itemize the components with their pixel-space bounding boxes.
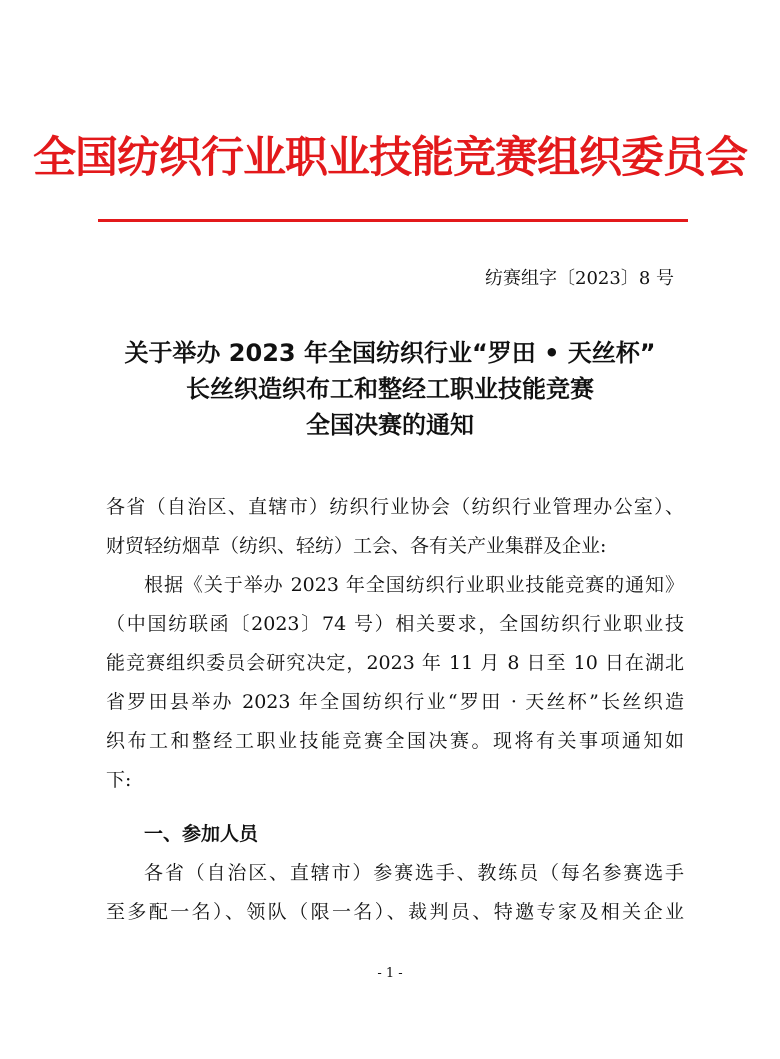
section-heading-participants: 一、参加人员 — [144, 823, 259, 845]
paragraph-line: 至多配一名）、领队（限一名）、裁判员、特邀专家及相关企业 — [106, 901, 684, 923]
header-red-rule — [98, 219, 688, 222]
recipients-line-1: 各省（自治区、直辖市）纺织行业协会（纺织行业管理办公室）、 — [106, 496, 684, 518]
document-number: 纺赛组字〔2023〕8 号 — [485, 268, 674, 289]
paragraph-line: 省罗田县举办 2023 年全国纺织行业“罗田 · 天丝杯”长丝织造 — [106, 691, 684, 713]
recipients-line-2: 财贸轻纺烟草（纺织、轻纺）工会、各有关产业集群及企业: — [106, 535, 607, 557]
page-number: - 1 - — [377, 966, 403, 981]
paragraph-line: 能竞赛组织委员会研究决定，2023 年 11 月 8 日至 10 日在湖北 — [106, 652, 684, 674]
issuer-title: 全国纺织行业职业技能竞赛组织委员会 — [33, 133, 747, 183]
notice-title-line-2: 长丝织造织布工和整经工职业技能竞赛 — [186, 375, 594, 403]
paragraph-line: 根据《关于举办 2023 年全国纺织行业职业技能竞赛的通知》 — [144, 574, 684, 596]
paragraph-line: 下: — [106, 769, 132, 791]
paragraph-line: （中国纺联函〔2023〕74 号）相关要求，全国纺织行业职业技 — [106, 613, 684, 635]
notice-title-line-1: 关于举办 2023 年全国纺织行业“罗田 • 天丝杯” — [124, 339, 656, 367]
paragraph-line: 织布工和整经工职业技能竞赛全国决赛。现将有关事项通知如 — [106, 730, 684, 752]
notice-title-line-3: 全国决赛的通知 — [306, 411, 474, 439]
paragraph-line: 各省（自治区、直辖市）参赛选手、教练员（每名参赛选手 — [144, 862, 684, 884]
